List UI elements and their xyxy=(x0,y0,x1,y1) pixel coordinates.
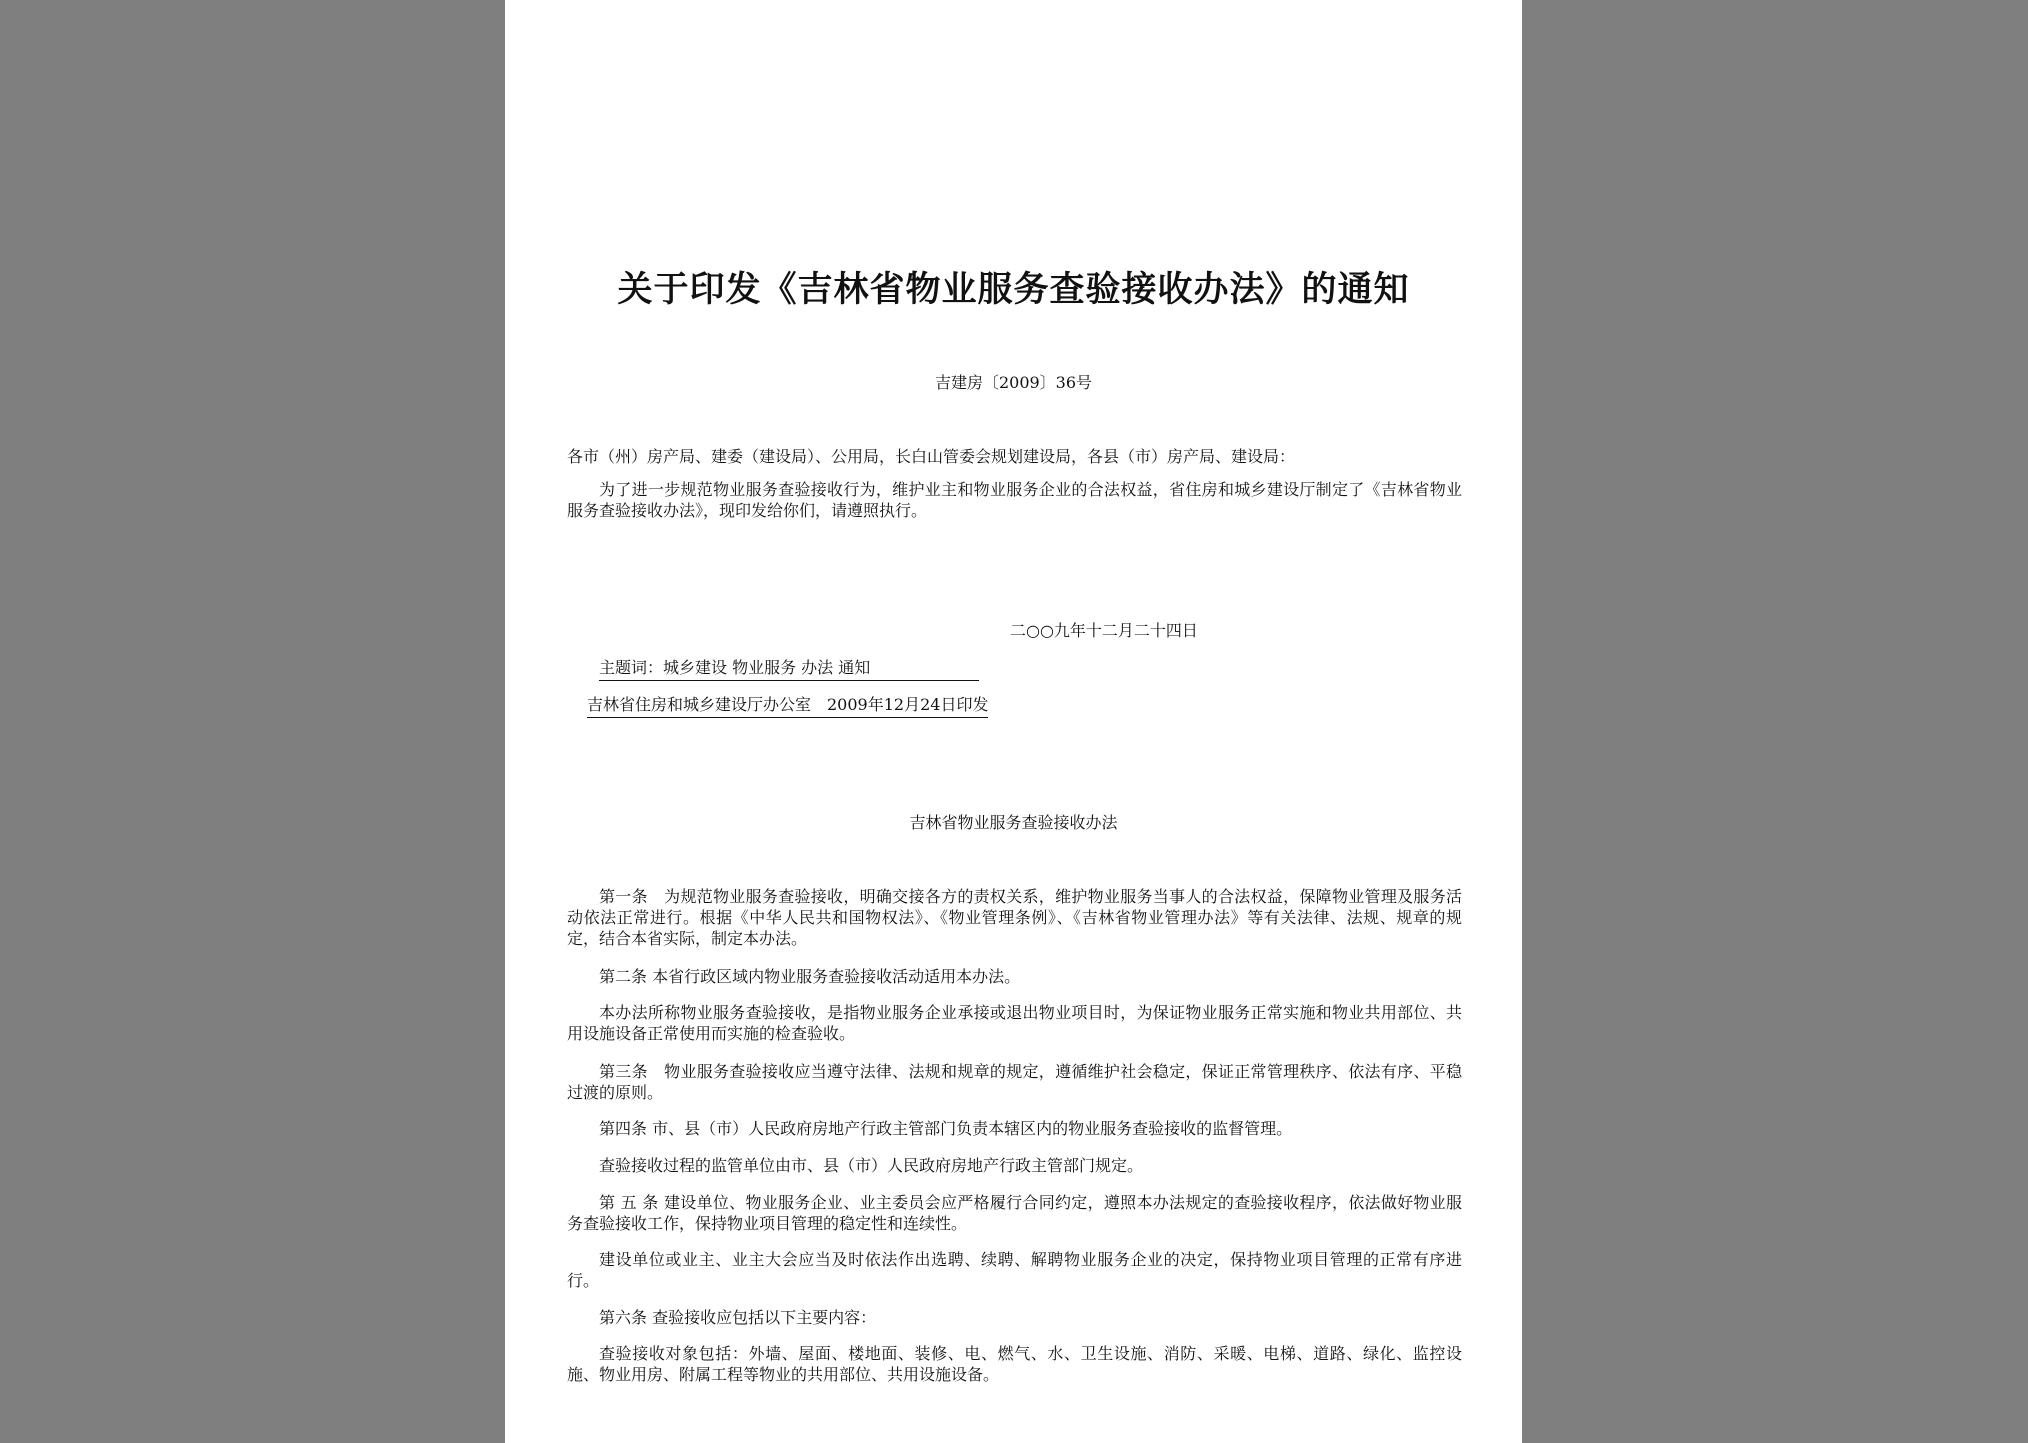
notice-body: 为了进一步规范物业服务查验接收行为，维护业主和物业服务企业的合法权益，省住房和城乡建设厅制定了《吉林省物业服务查验接收办法》，现印发给你们，请遵照执行。 xyxy=(567,480,1462,520)
article-paragraph: 第二条 本省行政区域内物业服务查验接收活动适用本办法。 xyxy=(599,967,1021,986)
article-paragraph: 本办法所称物业服务查验接收，是指物业服务企业承接或退出物业项目时，为保证物业服务正常实施和物业共用部位、共用设施设备正常使用而实施的检查验收。 xyxy=(567,1003,1462,1043)
issuer-line: 吉林省住房和城乡建设厅办公室 2009年12月24日印发 xyxy=(587,692,988,718)
notice-title: 关于印发《吉林省物业服务查验接收办法》的通知 xyxy=(617,269,1410,310)
article-paragraph: 第六条 查验接收应包括以下主要内容： xyxy=(599,1308,877,1327)
document-page xyxy=(505,0,1522,1443)
notice-date: 二○○九年十二月二十四日 xyxy=(1010,621,1198,640)
article-paragraph: 第一条 为规范物业服务查验接收，明确交接各方的责权关系，维护物业服务当事人的合法权益，保障物业管理及服务活动依法正常进行。根据《中华人民共和国物权法》、《物业管理条例》、《吉林省物业管理办法》等有关法律、法规、规章的规定，结合本省实际，制定本办法。 xyxy=(567,887,1462,948)
article-paragraph: 第三条 物业服务查验接收应当遵守法律、法规和规章的规定，遵循维护社会稳定，保证正常管理秩序、依法有序、平稳过渡的原则。 xyxy=(567,1062,1462,1102)
article-paragraph: 建设单位或业主、业主大会应当及时依法作出选聘、续聘、解聘物业服务企业的决定，保持物业项目管理的正常有序进行。 xyxy=(567,1250,1462,1290)
keywords-line: 主题词：城乡建设 物业服务 办法 通知 xyxy=(599,655,979,681)
addressee: 各市（州）房产局、建委（建设局）、公用局，长白山管委会规划建设局，各县（市）房产局、建设局： xyxy=(567,447,1296,466)
article-paragraph: 查验接收过程的监管单位由市、县（市）人民政府房地产行政主管部门规定。 xyxy=(599,1156,1144,1175)
article-paragraph: 查验接收对象包括：外墙、屋面、楼地面、装修、电、燃气、水、卫生设施、消防、采暖、电梯、道路、绿化、监控设施、物业用房、附属工程等物业的共用部位、共用设施设备。 xyxy=(567,1344,1462,1384)
article-paragraph: 第 五 条 建设单位、物业服务企业、业主委员会应严格履行合同约定，遵照本办法规定的查验接收程序，依法做好物业服务查验接收工作，保持物业项目管理的稳定性和连续性。 xyxy=(567,1193,1462,1233)
document-number: 吉建房〔2009〕36号 xyxy=(934,373,1093,392)
regulation-title: 吉林省物业服务查验接收办法 xyxy=(909,813,1118,832)
article-paragraph: 第四条 市、县（市）人民政府房地产行政主管部门负责本辖区内的物业服务查验接收的监督管理。 xyxy=(599,1119,1293,1138)
